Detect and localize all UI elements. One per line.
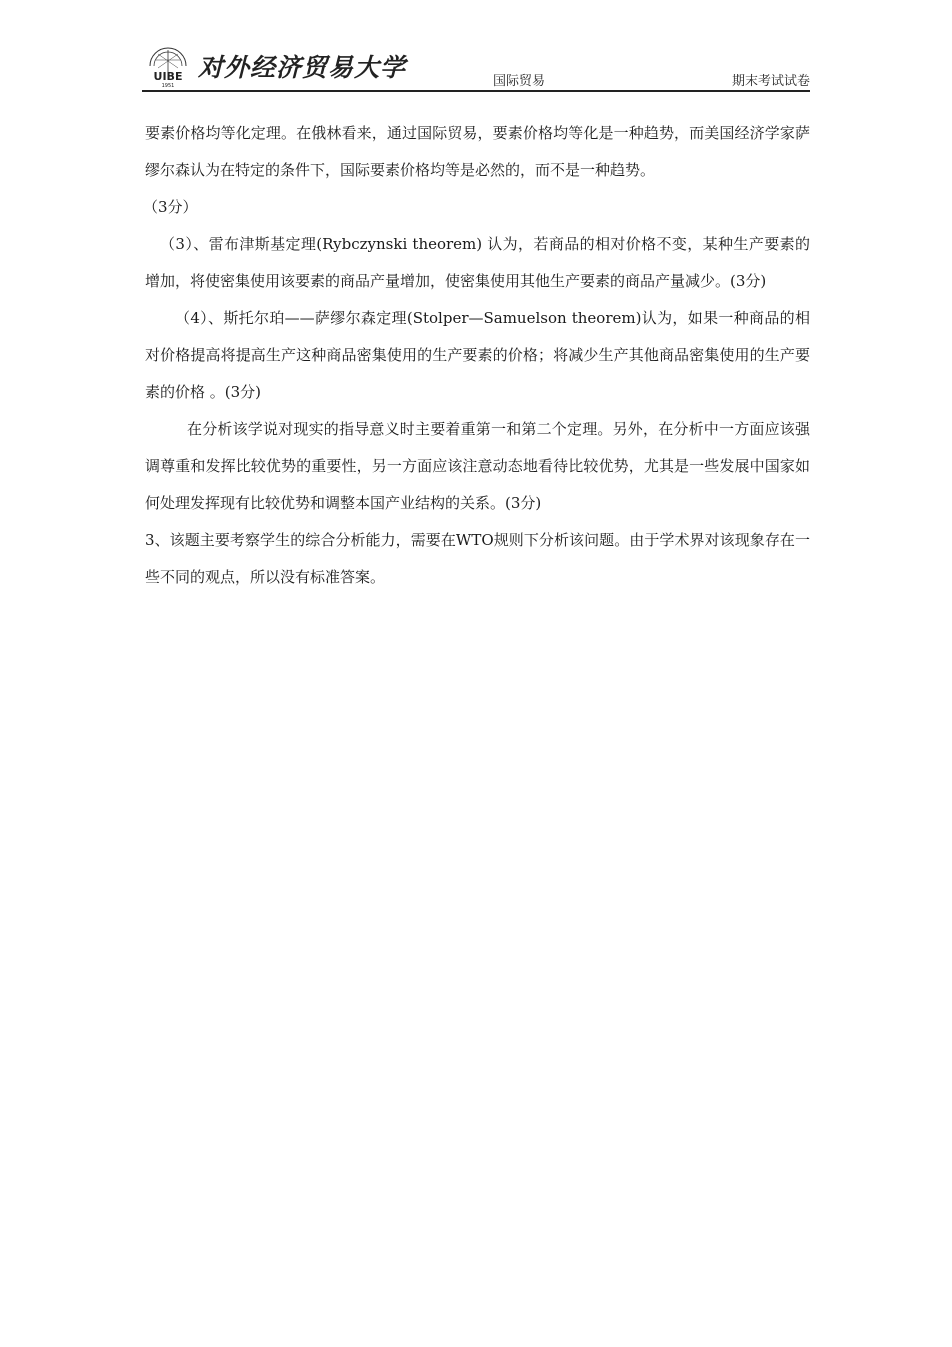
logo-year: 1951 [161, 83, 175, 88]
answer-body [145, 115, 810, 596]
page-header [142, 38, 810, 92]
paragraph: 3、该题主要考察学生的综合分析能力，需要在WTO规则下分析该问题。由于学术界对该现象存在一些不同的观点，所以没有标准答案。 [145, 531, 810, 586]
university-logo [144, 42, 192, 88]
paragraph: （3）、雷布津斯基定理(Rybczynski theorem) 认为，若商品的相对价格不变，某种生产要素的增加，将使密集使用该要素的商品产量增加，使密集使用其他生产要素的商品产量减少。(3分) [145, 235, 810, 290]
logo-text: UIBE [153, 70, 183, 83]
paragraph: 要素价格均等化定理。在俄林看来，通过国际贸易，要素价格均等化是一种趋势，而美国经济学家萨缪尔森认为在特定的条件下，国际要素价格均等是必然的，而不是一种趋势。 [145, 124, 810, 179]
university-name: 对外经济贸易大学 [198, 53, 407, 82]
paragraph: 在分析该学说对现实的指导意义时主要着重第一和第二个定理。另外，在分析中一方面应该强调尊重和发挥比较优势的重要性，另一方面应该注意动态地看待比较优势，尤其是一些发展中国家如何处理发挥现有比较优势和调整本国产业结构的关系。(3分) [145, 420, 810, 512]
paragraph: （4）、斯托尔珀——萨缪尔森定理(Stolper—Samuelson theorem)认为，如果一种商品的相对价格提高将提高生产这种商品密集使用的生产要素的价格；将减少生产其他商品密集使用的生产要素的价格 。(3分) [145, 309, 810, 401]
exam-type: 期末考试试卷 [731, 74, 810, 89]
course-name: 国际贸易 [493, 74, 546, 89]
paragraph: （3分） [143, 198, 198, 216]
